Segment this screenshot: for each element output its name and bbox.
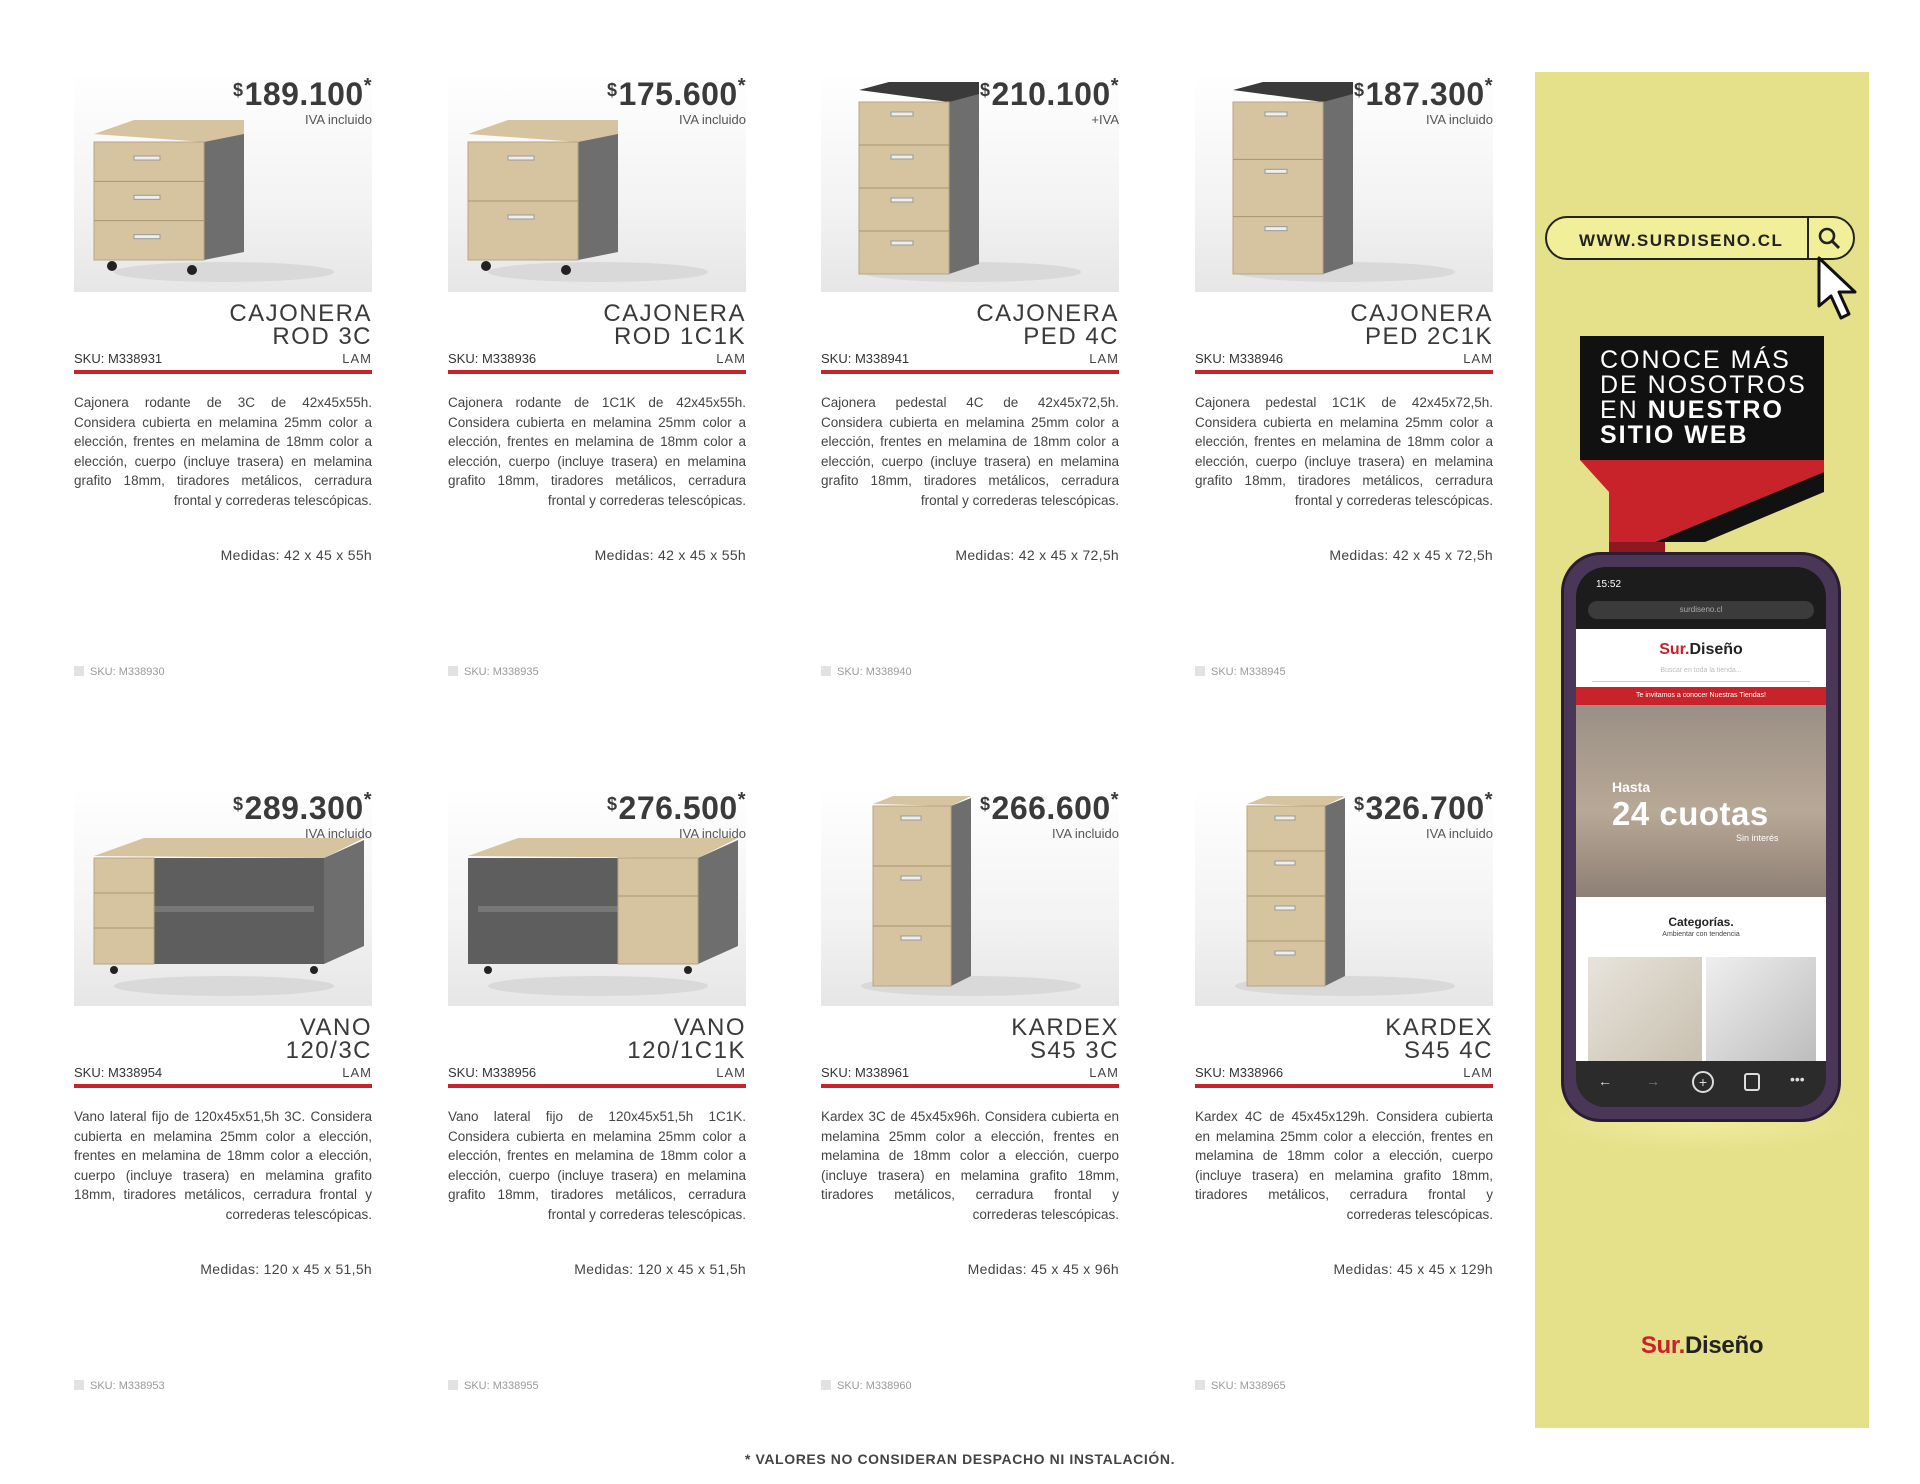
product-dimensions: Medidas: 120 x 45 x 51,5h — [200, 1261, 372, 1277]
product-price — [233, 75, 372, 112]
tax-label: +IVA — [1091, 112, 1119, 127]
website-preview — [1576, 629, 1826, 1061]
price-value: 266.600 — [991, 790, 1111, 826]
back-icon: ← — [1598, 1073, 1612, 1089]
status-time: 15:52 — [1596, 579, 1622, 590]
product-name-line1: CAJONERA — [1350, 300, 1493, 327]
red-divider — [821, 1084, 1119, 1088]
product-name — [229, 302, 372, 348]
price-value: 187.300 — [1365, 76, 1485, 112]
red-divider — [448, 370, 746, 374]
product-sku: SKU: M338936 — [448, 351, 537, 366]
product-name-line2: PED 2C1K — [1364, 323, 1493, 350]
material-label: LAM — [1089, 351, 1119, 366]
currency-symbol: $ — [607, 80, 618, 100]
product-price — [1354, 75, 1493, 112]
material-label: LAM — [716, 1065, 746, 1080]
variant-sku — [74, 1380, 165, 1392]
material-label: LAM — [1089, 1065, 1119, 1080]
product-description: Cajonera pedestal 1C1K de 42x45x72,5h. Considera cubierta en melamina 25mm color a elección, frentes en melamina de 18mm color a elección, cuerpo (incluye trasera) en melamina grafito 18mm, tiradores metálicos, cerradura frontal y correderas telescópicas. — [1195, 395, 1493, 508]
price-value: 326.700 — [1365, 790, 1485, 826]
product-name-line1: VANO — [673, 1014, 746, 1041]
cta-line2: DE NOSOTROS — [1600, 371, 1807, 399]
site-logo: Sur.Diseño — [1659, 641, 1743, 658]
product-name-line2: PED 4C — [1023, 323, 1119, 350]
product-name — [286, 1016, 372, 1062]
material-label: LAM — [1463, 351, 1493, 366]
browser-nav-bar — [1576, 1061, 1826, 1107]
variant-sku-text: SKU: M338953 — [90, 1380, 165, 1392]
browser-address-bar: surdiseno.cl — [1588, 601, 1814, 619]
variant-sku — [821, 666, 912, 678]
tax-label: IVA incluido — [305, 112, 372, 127]
product-price — [1354, 789, 1493, 826]
red-divider — [74, 1084, 372, 1088]
cta-line1: CONOCE MÁS — [1600, 346, 1791, 374]
product-name — [1011, 1016, 1119, 1062]
product-name-line2: ROD 1C1K — [613, 323, 746, 350]
price-value: 276.500 — [618, 790, 738, 826]
red-divider — [1195, 1084, 1493, 1088]
product-name-line1: CAJONERA — [229, 300, 372, 327]
more-icon: ••• — [1790, 1071, 1805, 1087]
price-footnote-mark: * — [1110, 75, 1119, 97]
color-swatch-icon — [448, 1380, 458, 1390]
product-sku: SKU: M338946 — [1195, 351, 1284, 366]
currency-symbol: $ — [607, 794, 618, 814]
product-dimensions: Medidas: 45 x 45 x 129h — [1333, 1261, 1493, 1277]
product-name-line2: ROD 3C — [272, 323, 372, 350]
currency-symbol: $ — [1354, 80, 1365, 100]
tax-label: IVA incluido — [1426, 112, 1493, 127]
variant-sku — [821, 1380, 912, 1392]
material-label: LAM — [716, 351, 746, 366]
material-label: LAM — [1463, 1065, 1493, 1080]
category-photo — [1706, 957, 1816, 1061]
color-swatch-icon — [1195, 1380, 1205, 1390]
product-price — [607, 75, 746, 112]
variant-sku — [74, 666, 165, 678]
currency-symbol: $ — [1354, 794, 1365, 814]
cta-text — [1600, 348, 1807, 448]
product-price — [607, 789, 746, 826]
product-name — [1350, 302, 1493, 348]
currency-symbol: $ — [233, 794, 244, 814]
phone-screen — [1576, 567, 1826, 1107]
product-name-line2: 120/1C1K — [627, 1037, 746, 1064]
color-swatch-icon — [448, 666, 458, 676]
tax-label: IVA incluido — [679, 826, 746, 841]
cta-box — [1580, 336, 1824, 460]
currency-symbol: $ — [980, 80, 991, 100]
product-name — [627, 1016, 746, 1062]
cta-line4: SITIO WEB — [1600, 421, 1749, 449]
product-description: Kardex 4C de 45x45x129h. Considera cubierta en melamina 25mm color a elección, frentes en melamina de 18mm color a elección, cuerpo (incluye trasera) en melamina grafito 18mm, tiradores metálicos, cerradura frontal y correderas telescópicas. — [1195, 1109, 1493, 1222]
product-name-line1: CAJONERA — [603, 300, 746, 327]
product-name — [976, 302, 1119, 348]
footer-note: * VALORES NO CONSIDERAN DESPACHO NI INSTALACIÓN. — [744, 1451, 1176, 1467]
color-swatch-icon — [821, 666, 831, 676]
red-divider — [74, 370, 372, 374]
color-swatch-icon — [821, 1380, 831, 1390]
tax-label: IVA incluido — [1052, 826, 1119, 841]
variant-sku-text: SKU: M338940 — [837, 666, 912, 678]
currency-symbol: $ — [233, 80, 244, 100]
product-dimensions: Medidas: 42 x 45 x 55h — [594, 547, 746, 563]
price-value: 175.600 — [618, 76, 738, 112]
product-price — [980, 789, 1119, 826]
product-price — [980, 75, 1119, 112]
price-footnote-mark: * — [737, 789, 746, 811]
product-sku: SKU: M338956 — [448, 1065, 537, 1080]
product-description: Cajonera pedestal 4C de 42x45x72,5h. Considera cubierta en melamina 25mm color a elección, frentes en melamina de 18mm color a elección, cuerpo (incluye trasera) en melamina grafito 18mm, tiradores metálicos, cerradura frontal y correderas telescópicas. — [821, 395, 1119, 508]
website-url-bar[interactable] — [1545, 216, 1855, 260]
product-name-line2: 120/3C — [285, 1037, 372, 1064]
categories-title: Categorías. — [1668, 915, 1734, 929]
hero-top-text: Hasta — [1612, 779, 1651, 795]
variant-sku-text: SKU: M338960 — [837, 1380, 912, 1392]
color-swatch-icon — [1195, 666, 1205, 676]
variant-sku — [448, 1380, 539, 1392]
red-divider — [448, 1084, 746, 1088]
product-dimensions: Medidas: 42 x 45 x 72,5h — [1329, 547, 1493, 563]
forward-icon: → — [1646, 1073, 1660, 1089]
cta-line3: EN NUESTRO — [1600, 396, 1784, 424]
color-swatch-icon — [74, 666, 84, 676]
product-name-line1: CAJONERA — [976, 300, 1119, 327]
variant-sku — [1195, 666, 1286, 678]
tax-label: IVA incluido — [1426, 826, 1493, 841]
url-bar-separator — [1807, 218, 1809, 258]
variant-sku-text: SKU: M338930 — [90, 666, 165, 678]
hero-main-text: 24 cuotas — [1612, 795, 1769, 832]
price-footnote-mark: * — [1110, 789, 1119, 811]
brand-logo: Sur.Diseño — [1640, 1332, 1764, 1359]
hero-sub-text: Sin interés — [1736, 833, 1779, 843]
product-price — [233, 789, 372, 826]
phone-mockup — [1561, 552, 1841, 1122]
red-divider — [821, 370, 1119, 374]
product-description: Kardex 3C de 45x45x96h. Considera cubierta en melamina 25mm color a elección, frentes en melamina de 18mm color a elección, cuerpo (incluye trasera) en melamina grafito 18mm, tiradores metálicos, cerradura frontal y correderas telescópicas. — [821, 1109, 1119, 1222]
product-sku: SKU: M338966 — [1195, 1065, 1284, 1080]
product-name — [1385, 1016, 1493, 1062]
hero-banner — [1576, 705, 1826, 897]
material-label: LAM — [342, 1065, 372, 1080]
product-description: Cajonera rodante de 3C de 42x45x55h. Considera cubierta en melamina 25mm color a elección, frentes en melamina de 18mm color a elección, cuerpo (incluye trasera) en melamina grafito 18mm, tiradores metálicos, cerradura frontal y correderas telescópicas. — [74, 395, 372, 508]
product-sku: SKU: M338941 — [821, 351, 910, 366]
add-tab-icon: + — [1692, 1071, 1714, 1093]
category-photo — [1588, 957, 1702, 1061]
product-dimensions: Medidas: 42 x 45 x 55h — [220, 547, 372, 563]
website-ad-panel — [1535, 72, 1869, 1428]
product-sku: SKU: M338961 — [821, 1065, 910, 1080]
variant-sku-text: SKU: M338945 — [1211, 666, 1286, 678]
price-value: 289.300 — [244, 790, 364, 826]
product-dimensions: Medidas: 42 x 45 x 72,5h — [955, 547, 1119, 563]
promo-bar: Te invitamos a conocer Nuestras Tiendas! — [1576, 687, 1826, 705]
product-name — [603, 302, 746, 348]
price-footnote-mark: * — [737, 75, 746, 97]
price-footnote-mark: * — [363, 789, 372, 811]
price-footnote-mark: * — [1484, 789, 1493, 811]
tax-label: IVA incluido — [305, 826, 372, 841]
price-footnote-mark: * — [1484, 75, 1493, 97]
variant-sku — [1195, 1380, 1286, 1392]
product-name-line2: S45 3C — [1029, 1037, 1119, 1064]
product-dimensions: Medidas: 45 x 45 x 96h — [967, 1261, 1119, 1277]
product-sku: SKU: M338931 — [74, 351, 163, 366]
price-value: 210.100 — [991, 76, 1111, 112]
product-name-line2: S45 4C — [1403, 1037, 1493, 1064]
product-name-line1: KARDEX — [1011, 1014, 1119, 1041]
variant-sku — [448, 666, 539, 678]
color-swatch-icon — [74, 1380, 84, 1390]
product-description: Vano lateral fijo de 120x45x51,5h 3C. Considera cubierta en melamina 25mm color a elección, frentes en melamina de 18mm color a elección, cuerpo (incluye trasera) en melamina grafito 18mm, tiradores metálicos, cerradura frontal y correderas telescópicas. — [74, 1109, 372, 1222]
mouse-cursor-icon — [1815, 256, 1867, 327]
tabs-icon — [1744, 1073, 1760, 1091]
product-description: Vano lateral fijo de 120x45x51,5h 1C1K. Considera cubierta en melamina 25mm color a elección, frentes en melamina de 18mm color a elección, cuerpo (incluye trasera) en melamina grafito 18mm, tiradores metálicos, cerradura frontal y correderas telescópicas. — [448, 1109, 746, 1222]
product-description: Cajonera rodante de 1C1K de 42x45x55h. Considera cubierta en melamina 25mm color a elección, frentes en melamina de 18mm color a elección, cuerpo (incluye trasera) en melamina grafito 18mm, tiradores metálicos, cerradura frontal y correderas telescópicas. — [448, 395, 746, 508]
product-sku: SKU: M338954 — [74, 1065, 163, 1080]
price-footnote-mark: * — [363, 75, 372, 97]
variant-sku-text: SKU: M338965 — [1211, 1380, 1286, 1392]
variant-sku-text: SKU: M338935 — [464, 666, 539, 678]
product-name-line1: KARDEX — [1385, 1014, 1493, 1041]
site-search-field: Buscar en toda la tienda... — [1592, 667, 1810, 682]
search-icon[interactable] — [1815, 224, 1843, 257]
variant-sku-text: SKU: M338955 — [464, 1380, 539, 1392]
product-dimensions: Medidas: 120 x 45 x 51,5h — [574, 1261, 746, 1277]
red-divider — [1195, 370, 1493, 374]
website-url: WWW.SURDISENO.CL — [1579, 231, 1784, 250]
currency-symbol: $ — [980, 794, 991, 814]
material-label: LAM — [342, 351, 372, 366]
categories-subtitle: Ambientar con tendencia — [1662, 931, 1740, 938]
price-value: 189.100 — [244, 76, 364, 112]
product-name-line1: VANO — [299, 1014, 372, 1041]
tax-label: IVA incluido — [679, 112, 746, 127]
